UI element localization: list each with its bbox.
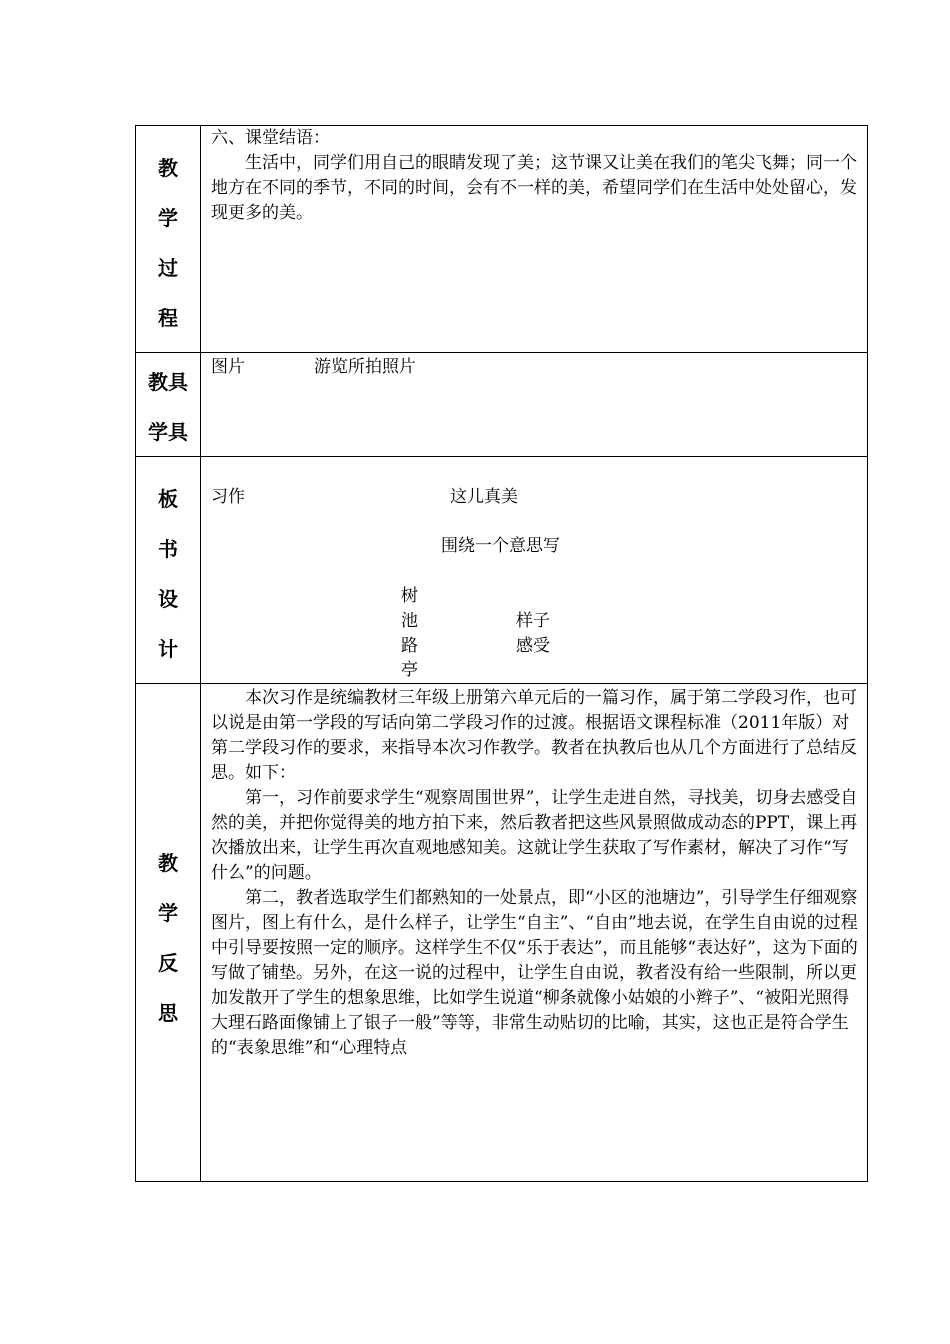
- label-char: 反: [158, 951, 178, 975]
- label-line: 教具: [148, 370, 188, 394]
- teaching-process-content: [201, 126, 868, 353]
- lesson-plan-table: [135, 125, 868, 1182]
- board-title: 这儿真美: [450, 487, 518, 507]
- label-char: 书: [158, 537, 178, 561]
- board-design-content: [201, 457, 868, 684]
- label-line: 学具: [148, 420, 188, 444]
- tool-item-photos: 游览所拍照片: [314, 357, 416, 377]
- reflection-label: [136, 684, 201, 1182]
- reflection-paragraph: 第二，教者选取学生们都熟知的一处景点，即“小区的池塘边”，引导学生仔细观察图片，图上有什么，是什么样子，让学生“自主”、“自由”地去说，在学生自由说的过程中引导要按照一定的顺序。这样学生不仅“乐于表达”，而且能够“表达好”，这为下面的写做了铺垫。另外，在这一说的过程中，让学生自由说，教者没有给一些限制，所以更加发散开了学生的想象思维，比如学生说道“柳条就像小姑娘的小辫子”、“被阳光照得大理石路面像铺上了银子一般”等等，非常生动贴切的比喻，其实，这也正是符合学生的“表象思维”和“心理特点: [211, 888, 858, 1058]
- closing-heading: 六、课堂结语：: [211, 128, 330, 148]
- board-place: 路: [401, 636, 418, 656]
- teaching-process-row: [136, 126, 868, 353]
- board-subtitle: 围绕一个意思写: [441, 536, 560, 556]
- label-char: 教: [158, 851, 178, 875]
- label-char: 设: [158, 587, 178, 611]
- reflection-paragraph: 本次习作是统编教材三年级上册第六单元后的一篇习作，属于第二学段习作，也可以说是由第一学段的写话向第二学段习作的过渡。根据语文课程标准（2011年版）对第二学段习作的要求，来指导本次习作教学。教者在执教后也从几个方面进行了总结反思。如下：: [211, 688, 857, 783]
- label-char: 过: [158, 256, 178, 280]
- label-char: 教: [158, 156, 178, 180]
- tools-content: [201, 353, 868, 457]
- tools-label: [136, 353, 201, 457]
- label-char: 学: [158, 901, 178, 925]
- reflection-row: [136, 684, 868, 1182]
- label-char: 程: [158, 306, 178, 330]
- board-design-row: [136, 457, 868, 684]
- board-design-label: [136, 457, 201, 684]
- label-char: 计: [158, 637, 178, 661]
- reflection-content: [201, 684, 868, 1182]
- label-char: 板: [158, 487, 178, 511]
- tool-item-pictures: 图片: [211, 357, 245, 377]
- closing-paragraph: 生活中，同学们用自己的眼睛发现了美；这节课又让美在我们的笔尖飞舞；同一个地方在不同的季节，不同的时间，会有不一样的美，希望同学们在生活中处处留心，发现更多的美。: [211, 153, 857, 223]
- label-char: 学: [158, 206, 178, 230]
- reflection-paragraph: 第一，习作前要求学生“观察周围世界”，让学生走进自然，寻找美，切身去感受自然的美，并把你觉得美的地方拍下来，然后教者把这些风景照做成动态的PPT，课上再次播放出来，让学生再次直观地感知美。这就让学生获取了写作素材，解决了习作“写什么”的问题。: [211, 788, 858, 883]
- board-place: 树: [401, 586, 418, 606]
- tools-row: [136, 353, 868, 457]
- teaching-process-label: [136, 126, 201, 353]
- board-place: 亭: [401, 660, 418, 680]
- board-left-title: 习作: [211, 487, 245, 507]
- board-place: 池: [401, 611, 418, 631]
- label-char: 思: [158, 1001, 178, 1025]
- board-aspect: 感受: [516, 636, 550, 656]
- board-aspect: 样子: [516, 611, 550, 631]
